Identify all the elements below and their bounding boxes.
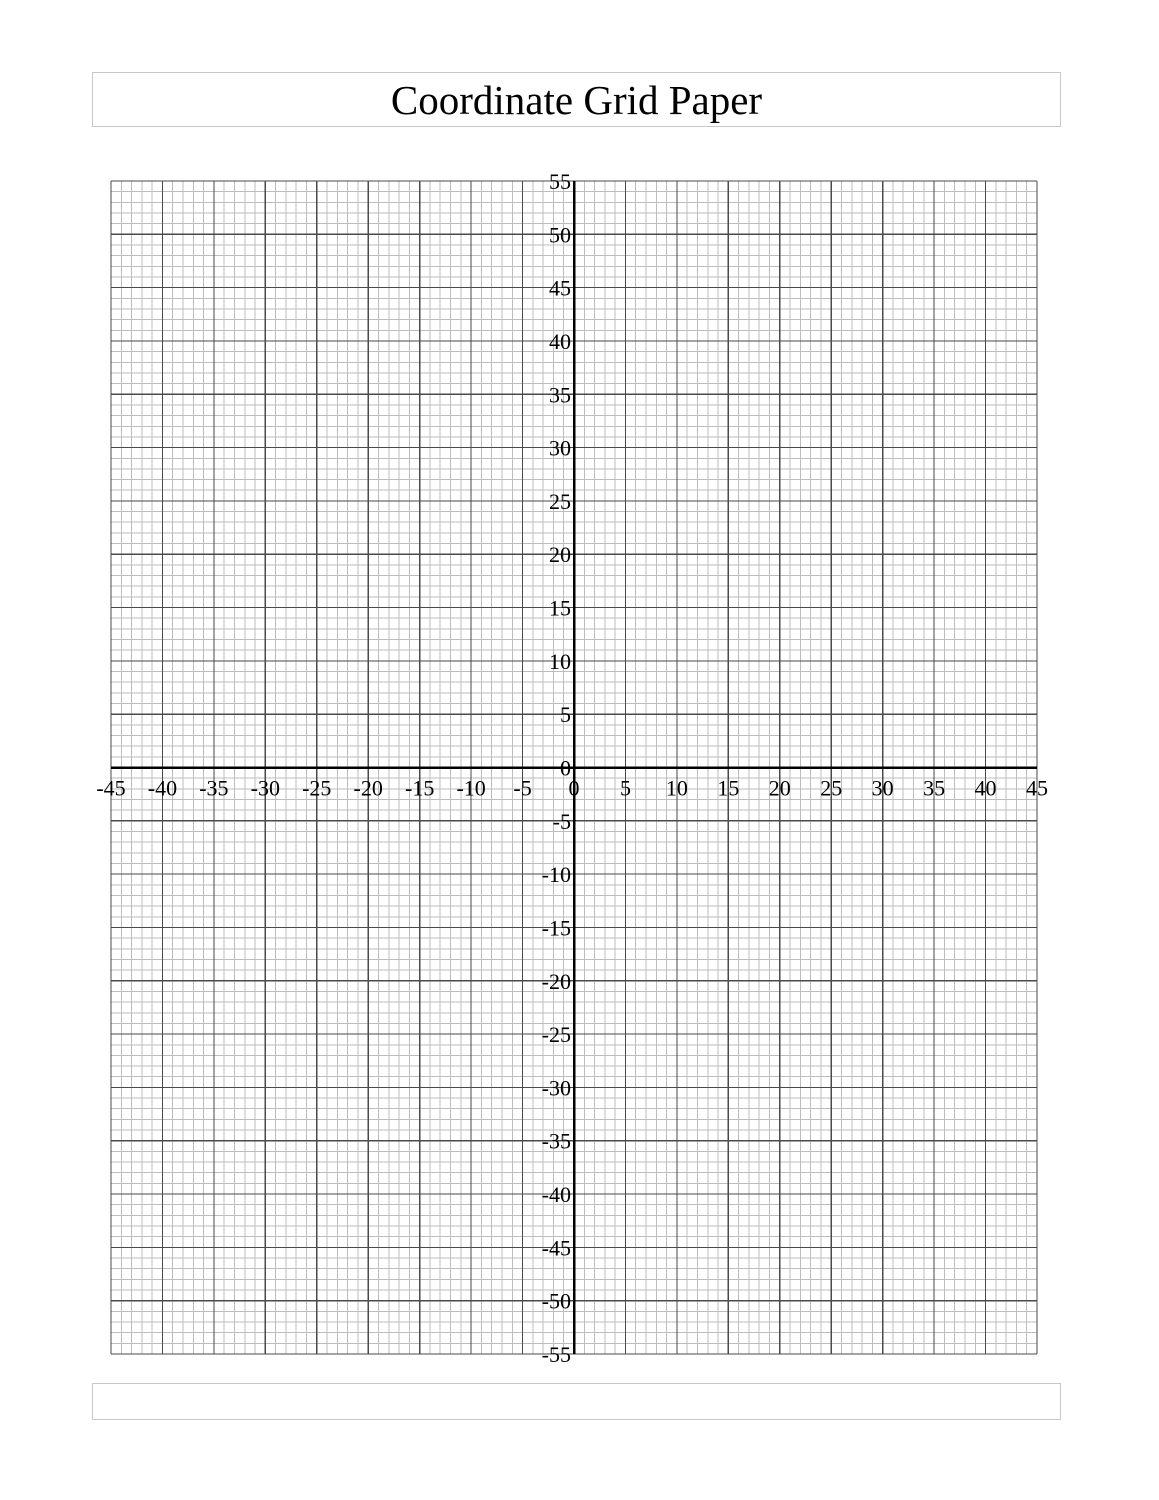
x-tick-label: 45 bbox=[1026, 775, 1048, 801]
y-tick-label: 45 bbox=[549, 275, 571, 301]
x-tick-label: -45 bbox=[96, 775, 126, 801]
y-tick-label: -10 bbox=[541, 862, 571, 888]
y-tick-label: 5 bbox=[560, 702, 571, 728]
y-tick-label: 20 bbox=[549, 542, 571, 568]
y-tick-label: 40 bbox=[549, 328, 571, 354]
y-tick-label: -20 bbox=[541, 968, 571, 994]
x-tick-label: 0 bbox=[568, 775, 580, 801]
x-tick-label: -5 bbox=[513, 775, 532, 801]
y-tick-label: -45 bbox=[541, 1235, 571, 1261]
x-tick-label: -20 bbox=[353, 775, 383, 801]
y-tick-label: -30 bbox=[541, 1075, 571, 1101]
x-tick-label: -25 bbox=[302, 775, 332, 801]
y-tick-label: -55 bbox=[541, 1342, 571, 1367]
x-tick-label: -15 bbox=[405, 775, 435, 801]
y-tick-label: 50 bbox=[549, 222, 571, 248]
y-tick-label: -5 bbox=[552, 808, 571, 834]
x-tick-label: 35 bbox=[923, 775, 946, 801]
x-tick-label: -30 bbox=[250, 775, 280, 801]
x-tick-label: 25 bbox=[820, 775, 843, 801]
y-tick-label: -15 bbox=[541, 915, 571, 941]
page-title: Coordinate Grid Paper bbox=[390, 77, 763, 123]
y-tick-label: -25 bbox=[541, 1022, 571, 1048]
y-tick-label: 55 bbox=[549, 169, 571, 194]
x-tick-label: -40 bbox=[147, 775, 178, 801]
x-tick-label: 10 bbox=[665, 775, 688, 801]
x-tick-label: 30 bbox=[871, 775, 894, 801]
y-tick-label: 25 bbox=[549, 488, 571, 514]
y-tick-label: 10 bbox=[549, 648, 571, 674]
x-tick-label: 20 bbox=[768, 775, 791, 801]
y-tick-label: 35 bbox=[549, 382, 571, 408]
footer-box bbox=[92, 1383, 1061, 1420]
x-tick-label: -10 bbox=[456, 775, 486, 801]
y-tick-label: -40 bbox=[541, 1182, 571, 1208]
x-tick-label: 40 bbox=[974, 775, 997, 801]
x-tick-label: -35 bbox=[199, 775, 229, 801]
y-tick-label: 15 bbox=[549, 595, 571, 621]
y-tick-label: 30 bbox=[549, 435, 571, 461]
y-tick-label: -50 bbox=[541, 1288, 571, 1314]
x-tick-label: 15 bbox=[717, 775, 740, 801]
x-tick-label: 5 bbox=[619, 775, 631, 801]
y-tick-label: 0 bbox=[560, 755, 571, 781]
y-tick-label: -35 bbox=[541, 1128, 571, 1154]
